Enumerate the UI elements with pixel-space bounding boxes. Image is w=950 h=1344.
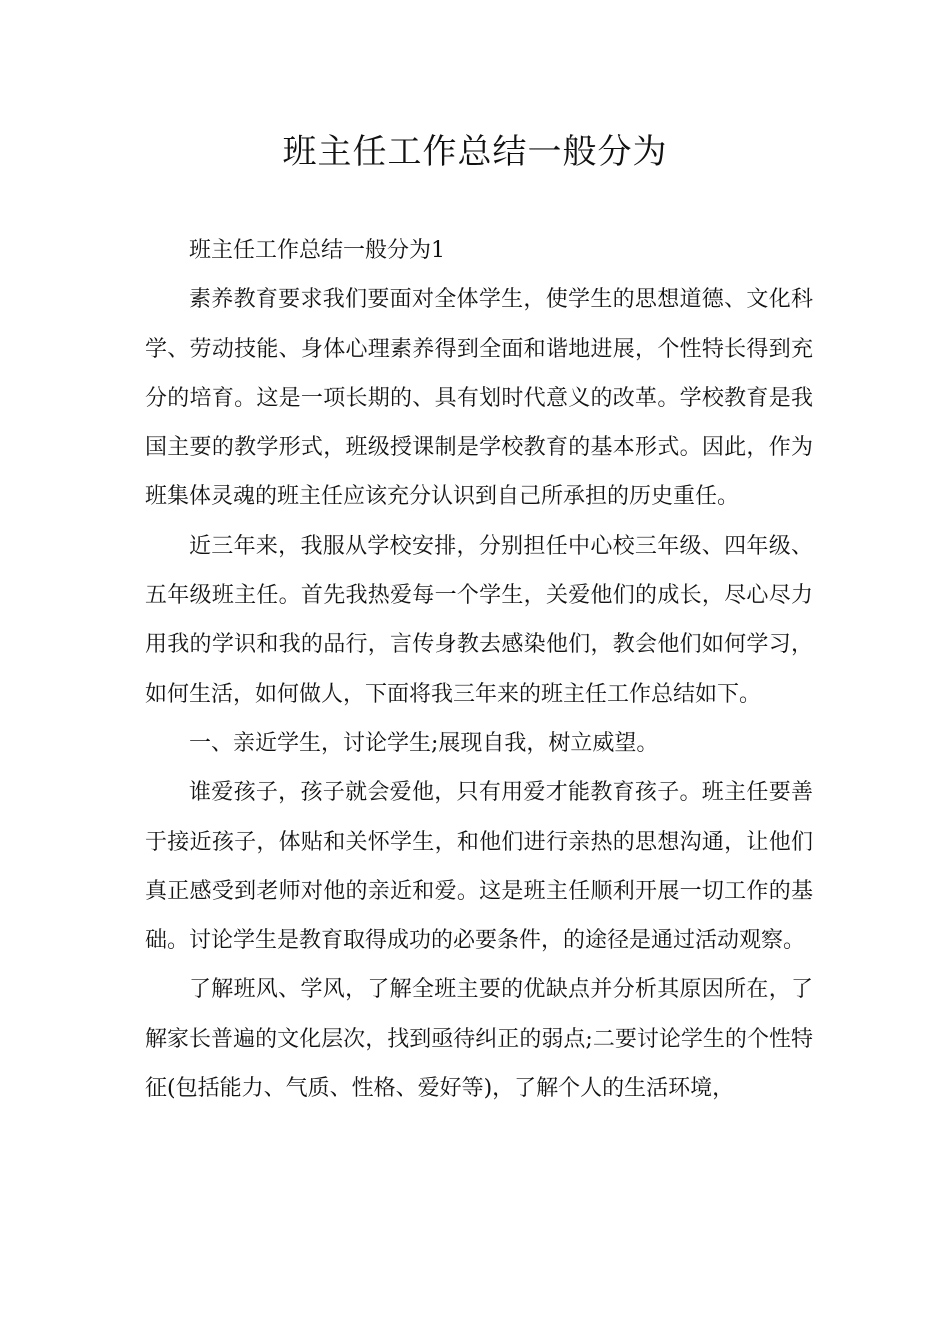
paragraph: 近三年来，我服从学校安排，分别担任中心校三年级、四年级、五年级班主任。首先我热爱每一个学生，关爱他们的成长，尽心尽力用我的学识和我的品行，言传身教去感染他们，教会他们如何学习，如何生活，如何做人，下面将我三年来的班主任工作总结如下。 [145,533,813,707]
document-title: 班主任工作总结一般分为 [282,132,668,172]
paragraph: 素养教育要求我们要面对全体学生，使学生的思想道德、文化科学、劳动技能、身体心理素养得到全面和谐地进展，个性特长得到充分的培育。这是一项长期的、具有划时代意义的改革。学校教育是我国主要的教学形式，班级授课制是学校教育的基本形式。因此，作为班集体灵魂的班主任应该充分认识到自己所承担的历史重任。 [145,287,813,510]
paragraph: 谁爱孩子，孩子就会爱他，只有用爱才能教育孩子。班主任要善于接近孩子，体贴和关怀学生，和他们进行亲热的思想沟通，让他们真正感受到老师对他的亲近和爱。这是班主任顺利开展一切工作的基础。讨论学生是教育取得成功的必要条件，的途径是通过活动观察。 [145,780,813,954]
document-body [145,226,813,1113]
paragraph: 了解班风、学风，了解全班主要的优缺点并分析其原因所在，了解家长普遍的文化层次，找到亟待纠正的弱点;二要讨论学生的个性特征(包括能力、气质、性格、爱好等)，了解个人的生活环境， [145,977,813,1102]
paragraph-heading: 班主任工作总结一般分为1 [189,238,445,263]
section-heading: 一、亲近学生，讨论学生;展现自我，树立威望。 [189,730,659,756]
